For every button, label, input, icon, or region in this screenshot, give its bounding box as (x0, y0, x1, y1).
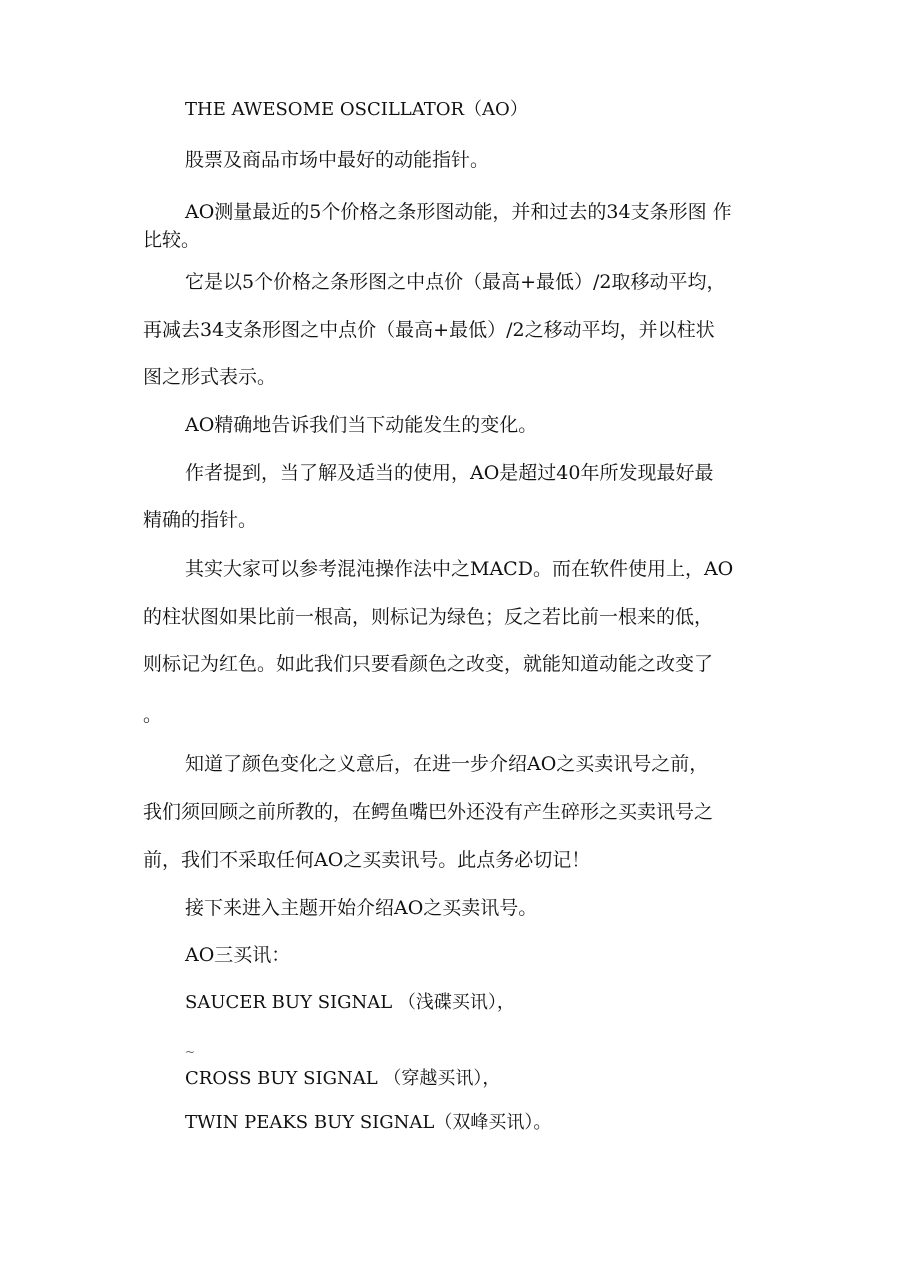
tilde-mark: ~ (185, 1045, 196, 1059)
paragraph-4: AO精确地告诉我们当下动能发生的变化。 (185, 414, 538, 436)
twin-peaks-buy-signal-line: TWIN PEAKS BUY SIGNAL（双峰买讯）。 (185, 1112, 552, 1133)
paragraph-3-line-3: 图之形式表示。 (143, 366, 277, 388)
paragraph-7-line-1: 知道了颜色变化之义意后，在进一步介绍AO之买卖讯号之前， (185, 753, 709, 775)
paragraph-3-line-1: 它是以5个价格之条形图之中点价（最高+最低）/2取移动平均， (185, 271, 726, 293)
paragraph-2-line-2: 比较。 (143, 229, 201, 251)
saucer-buy-signal-line: SAUCER BUY SIGNAL （浅碟买讯）， (185, 992, 515, 1013)
paragraph-5-line-2: 精确的指针。 (143, 509, 258, 531)
paragraph-5-line-1: 作者提到，当了解及适当的使用，AO是超过40年所发现最好最 (185, 462, 714, 484)
paragraph-9: AO三买讯： (185, 944, 291, 966)
paragraph-6-line-2: 的柱状图如果比前一根高，则标记为绿色；反之若比前一根来的低， (143, 606, 714, 628)
paragraph-6-line-4: 。 (143, 704, 163, 726)
document-title: THE AWESOME OSCILLATOR（AO） (185, 99, 528, 120)
paragraph-1: 股票及商品市场中最好的动能指针。 (185, 149, 490, 171)
paragraph-8: 接下来进入主题开始介绍AO之买卖讯号。 (185, 897, 538, 919)
cross-buy-signal-line: CROSS BUY SIGNAL （穿越买讯）， (185, 1068, 501, 1089)
paragraph-3-line-2: 再减去34支条形图之中点价（最高+最低）/2之移动平均，并以柱状 (143, 319, 715, 341)
paragraph-7-line-2: 我们须回顾之前所教的，在鳄鱼嘴巴外还没有产生碎形之买卖讯号之 (143, 801, 714, 823)
paragraph-2-line-1: AO测量最近的5个价格之条形图动能，并和过去的34支条形图 作 (185, 201, 732, 223)
paragraph-6-line-1: 其实大家可以参考混沌操作法中之MACD。而在软件使用上，AO (185, 558, 734, 580)
paragraph-6-line-3: 则标记为红色。如此我们只要看颜色之改变，就能知道动能之改变了 (143, 653, 714, 675)
paragraph-7-line-3: 前，我们不采取任何AO之买卖讯号。此点务必切记！ (143, 849, 591, 871)
